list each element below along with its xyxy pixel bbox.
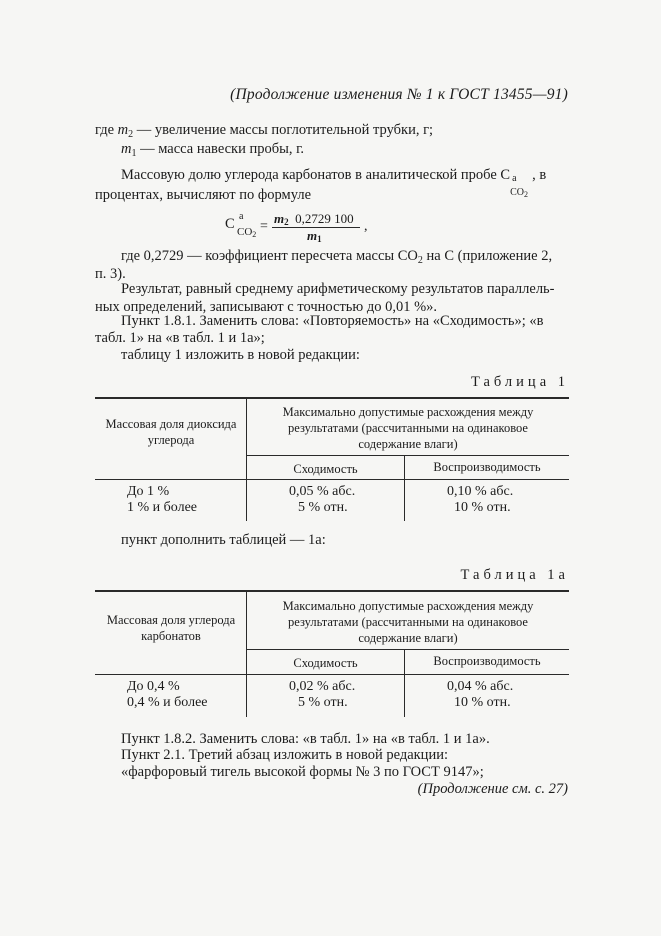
paragraph-6: пункт дополнить таблицей — 1а: [121,532,326,548]
formula-lhs: C [225,216,235,232]
table-1-header-convergence: Сходимость [293,462,358,476]
table-1a-title: Таблица 1а [460,567,569,583]
formula-numerator: m2 0,2729 100 [274,211,354,227]
paragraph-3-line-1: Результат, равный среднему арифметическому результатов параллель- [121,281,555,297]
paragraph-2-line-1: где 0,2729 — коэффициент пересчета массы $CO_2$ на C (приложение 2, [121,248,553,266]
table-row: 0,04 % абс. [447,679,514,694]
table-row: 0,4 % и более [127,695,208,710]
paragraph-9: «фарфоровый тигель высокой формы № 3 по ГОСТ 9147»; [121,764,484,780]
paragraph-4-line-1: Пункт 1.8.1. Заменить слова: «Повторяемость» на «Сходимость»; «в [121,313,544,329]
table-1-header-mass-fraction: Массовая доля диоксида углерода [105,417,237,447]
table-1a-header-tolerance: Максимально допустимые расхождения между результатами (рассчитанными на одинаковое содержание влаги) [282,599,534,645]
definition-m1: $m_1$ — масса навески пробы, г. [121,141,305,159]
table-row: До 1 % [127,484,170,499]
table-row: 0,10 % абс. [447,484,514,499]
table-row: 0,05 % абс. [289,484,356,499]
paragraph-7: Пункт 1.8.2. Заменить слова: «в табл. 1» на «в табл. 1 и 1а». [121,731,490,747]
page-header: (Продолжение изменения № 1 к ГОСТ 13455—91) [230,86,568,103]
paragraph-3-line-2: ных определений, записывают с точностью до 0,01 %». [95,299,438,315]
paragraph-2-line-2: п. 3). [95,266,126,282]
table-row: 10 % отн. [454,695,511,710]
table-row: 5 % отн. [298,500,348,515]
definition-m2: где $m_2$ — увеличение массы поглотительной трубки, г; [95,122,434,140]
table-1a-header-reproducibility: Воспроизводимость [433,654,541,668]
paragraph-4-line-2: табл. 1» на «в табл. 1 и 1а»; [95,330,265,346]
table-row: 0,02 % абс. [289,679,356,694]
paragraph-8: Пункт 2.1. Третий абзац изложить в новой редакции: [121,747,448,763]
table-1-title: Таблица 1 [470,374,569,390]
paragraph-5: таблицу 1 изложить в новой редакции: [121,347,360,363]
paragraph-1-line-2: процентах, вычисляют по формуле [95,187,312,203]
paragraph-1-line-1: Массовую долю углерода карбонатов в аналитической пробе C a $CO_2$ , в [121,167,547,199]
page-footer: (Продолжение см. с. 27) [417,781,568,797]
table-1-header-reproducibility: Воспроизводимость [433,460,541,474]
table-1a-header-convergence: Сходимость [293,656,358,670]
document-page: (Продолжение изменения № 1 к ГОСТ 13455—91) где $m_2$ — увеличение массы поглотительной трубки, г; $m_1$ — масса навески пробы, г. Массовую долю углерода карбонатов в аналитической пробе C a $CO_2$ , в процентах, вычисляют по формуле C a CO2 = m2 0,2729 100 m1 , где 0,2729 — коэффициент пересчета массы $CO_2$ на C (приложение 2, п. 3). Результат, равный среднему арифметическому результатов параллель- ных определений, записывают с точностью до 0,01 %». Пункт 1.8.1. Заменить слова: «Повторяемость» на «Сходимость»; «в табл. 1» на «в табл. 1 и 1а»; таблицу 1 изложить в новой редакции: Таблица 1 Массовая доля диоксида углерода Максимально допустимые расхождения между результатами (рассчитанными на одинаковое содержание влаги) Сходимость Воспроизводимость До 1 % 0,05 % абс. 0,10 % абс. 1 % и более 5 % отн. 10 % отн. пункт дополнить таблицей — 1а: Таблица 1а Массовая доля углерода карбонатов Максимально допустимые расхождения между результатами (рассчитанными на одинаковое содержание влаги) Сходимость Воспроизводимость До 0,4 % 0,02 % абс. 0,04 % абс. 0,4 % и более 5 % отн. 10 % отн. Пункт 1.8.2. Заменить слова: «в табл. 1» на «в табл. 1 и 1а». Пункт 2.1. Третий абзац изложить в новой редакции: «фарфоровый тигель высокой формы № 3 по ГОСТ 9147»; (Продолжение см. с. 27) [95,86,569,797]
table-row: 1 % и более [127,500,198,515]
formula-denominator: m1 [307,228,322,244]
table-1-header-tolerance: Максимально допустимые расхождения между результатами (рассчитанными на одинаковое содержание влаги) [282,405,534,451]
table-1a-header-mass-fraction: Массовая доля углерода карбонатов [106,613,236,643]
table-row: 5 % отн. [298,695,348,710]
table-row: 10 % отн. [454,500,511,515]
table-row: До 0,4 % [127,679,180,694]
